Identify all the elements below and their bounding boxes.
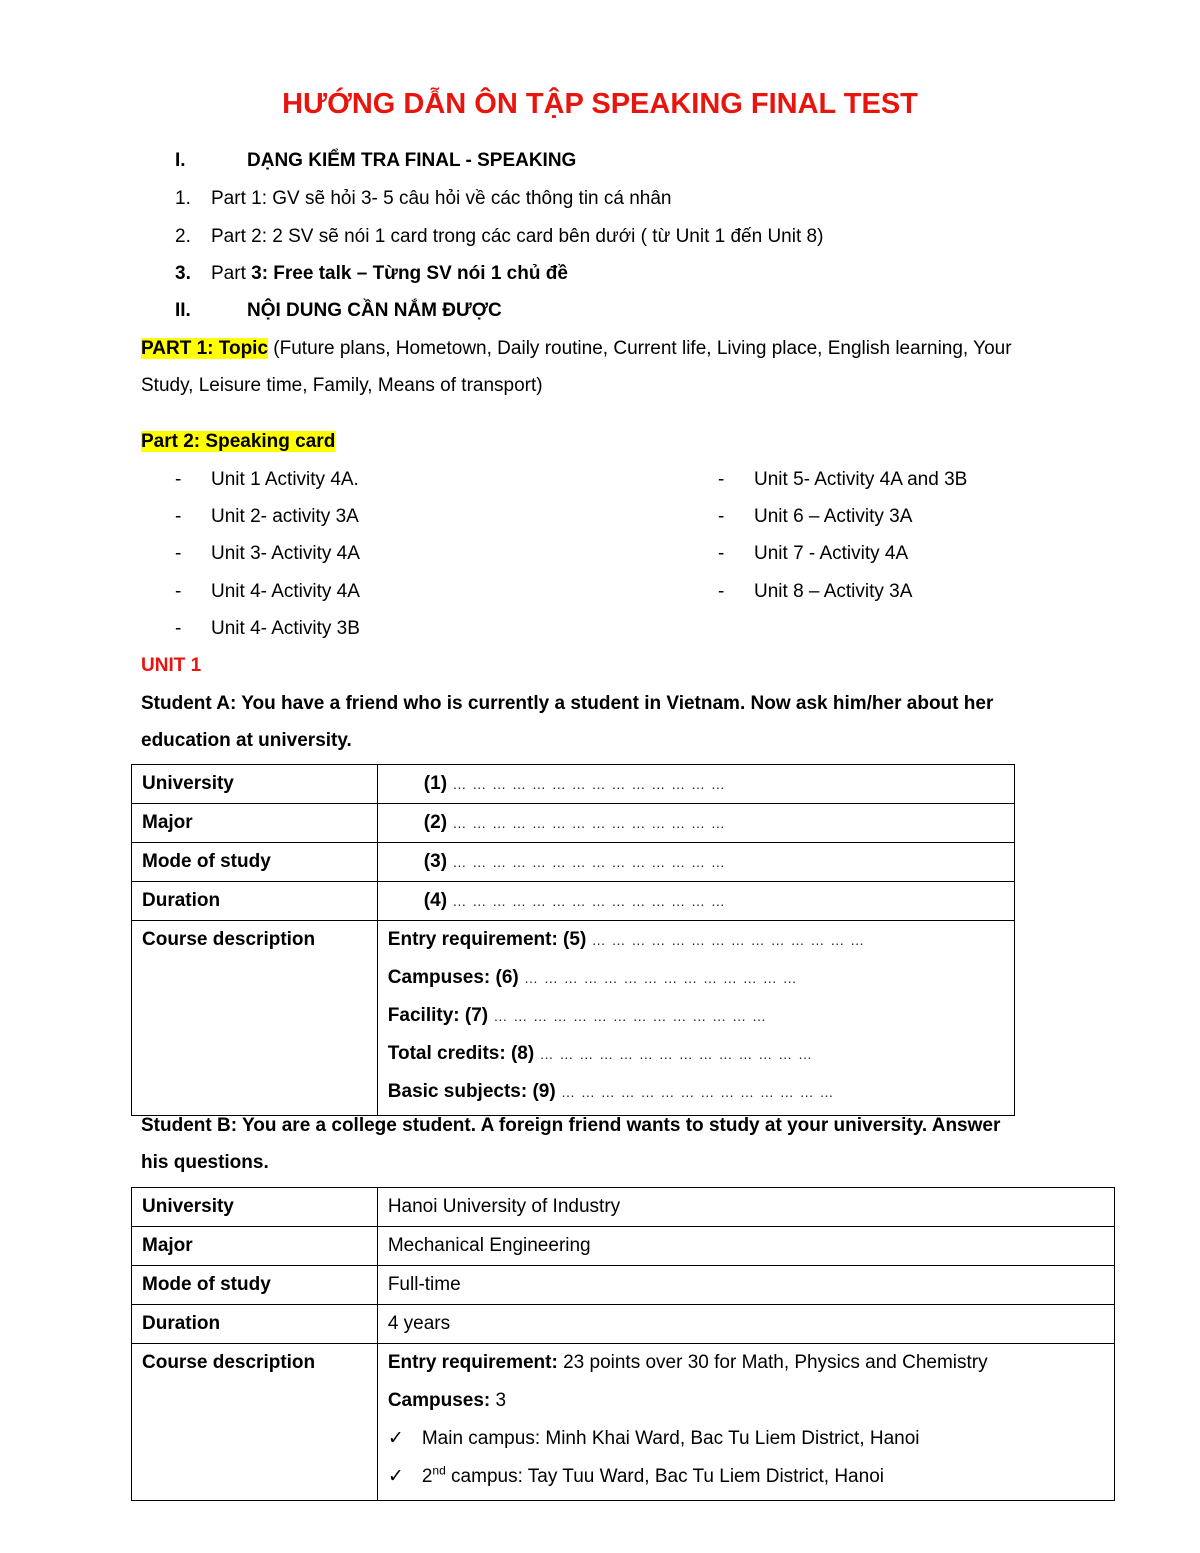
table-row (132, 843, 1015, 882)
row-label: University (132, 765, 378, 804)
student-b-table (131, 1187, 1115, 1501)
card-list-item: Unit 2- activity 3A (211, 506, 359, 527)
card-list-item: Unit 8 – Activity 3A (754, 581, 913, 602)
bullet: - (718, 506, 725, 527)
student-b-instruction-line-1: Student B: You are a college student. A foreign friend wants to study at your university. Answer (141, 1115, 1001, 1136)
card-list-item: Unit 4- Activity 4A (211, 581, 360, 602)
part-2-number: 2. (175, 226, 191, 247)
answer-blank: (4) … … … … … … … … … … … … … … (377, 882, 1014, 921)
part-3-number: 3. (175, 263, 191, 284)
document-title: HƯỚNG DẪN ÔN TẬP SPEAKING FINAL TEST (282, 88, 918, 120)
card-list-item: Unit 4- Activity 3B (211, 618, 360, 639)
part-3-text: Part 3: Free talk – Từng SV nói 1 chủ đề (211, 263, 568, 284)
row-label: Major (132, 804, 378, 843)
row-label: Course description (132, 921, 378, 1116)
table-row (132, 1344, 1115, 1501)
row-label: Duration (132, 882, 378, 921)
answer-blank: (1) … … … … … … … … … … … … … … (377, 765, 1014, 804)
part2-heading: Part 2: Speaking card (141, 431, 336, 452)
bullet: - (718, 581, 725, 602)
bullet: - (718, 469, 725, 490)
card-list-item: Unit 1 Activity 4A. (211, 469, 359, 490)
table-row (132, 1227, 1115, 1266)
part1-topic-line-1: PART 1: Topic (Future plans, Hometown, Daily routine, Current life, Living place, English learning, Your (141, 338, 1012, 359)
row-label: Course description (132, 1344, 378, 1501)
checkmark-icon: ✓ (387, 1428, 404, 1449)
student-a-table (131, 764, 1015, 1116)
part-1-text: Part 1: GV sẽ hỏi 3- 5 câu hỏi về các thông tin cá nhân (211, 188, 672, 209)
bullet: - (175, 506, 182, 527)
section-2-number: II. (175, 300, 191, 321)
row-label: Mode of study (132, 843, 378, 882)
student-b-instruction-line-2: his questions. (141, 1152, 269, 1173)
row-value: Mechanical Engineering (377, 1227, 1114, 1266)
bullet: - (175, 618, 182, 639)
row-value: 4 years (377, 1305, 1114, 1344)
section-2-heading: NỘI DUNG CẦN NẮM ĐƯỢC (247, 300, 502, 321)
unit-1-heading: UNIT 1 (141, 655, 202, 676)
table-row (132, 921, 1015, 1116)
bullet: - (175, 469, 182, 490)
section-1-heading: DẠNG KIỂM TRA FINAL - SPEAKING (247, 150, 577, 171)
student-a-instruction-line-1: Student A: You have a friend who is currently a student in Vietnam. Now ask him/her about her (141, 693, 994, 714)
part-1-number: 1. (175, 188, 191, 209)
table-row (132, 1188, 1115, 1227)
answer-blank: (2) … … … … … … … … … … … … … … (377, 804, 1014, 843)
table-row (132, 804, 1015, 843)
student-a-instruction-line-2: education at university. (141, 730, 352, 751)
card-list-item: Unit 3- Activity 4A (211, 543, 360, 564)
part-2-text: Part 2: 2 SV sẽ nói 1 card trong các card bên dưới ( từ Unit 1 đến Unit 8) (211, 226, 824, 247)
part1-topic-line-2: Study, Leisure time, Family, Means of transport) (141, 375, 543, 396)
table-row (132, 765, 1015, 804)
answer-blank: (3) … … … … … … … … … … … … … … (377, 843, 1014, 882)
row-value: Hanoi University of Industry (377, 1188, 1114, 1227)
row-label: Duration (132, 1305, 378, 1344)
table-row (132, 882, 1015, 921)
card-list-item: Unit 6 – Activity 3A (754, 506, 913, 527)
table-row (132, 1266, 1115, 1305)
bullet: - (175, 581, 182, 602)
course-description-blanks: Entry requirement: (5) … … … … … … … … … … … … … … Campuses: (6) … … … … … … … … … … … … … … Facility: (7) … … … … … … … … … … … … … … Total credits: (8) … … … … … … … … … … … … … … Basic subjects: (9) … … … … … … … … … … … … … … (377, 921, 1014, 1116)
table-row (132, 1305, 1115, 1344)
checkmark-icon: ✓ (387, 1466, 404, 1487)
row-value: Full-time (377, 1266, 1114, 1305)
row-label: University (132, 1188, 378, 1227)
section-1-number: I. (175, 150, 186, 171)
row-label: Major (132, 1227, 378, 1266)
course-description: Entry requirement: 23 points over 30 for Math, Physics and Chemistry Campuses: 3 ✓ Main campus: Minh Khai Ward, Bac Tu Liem District, Hanoi ✓ 2nd campus: Tay Tuu Ward, Bac Tu Liem District, Hanoi (377, 1344, 1114, 1501)
card-list-item: Unit 7 - Activity 4A (754, 543, 909, 564)
bullet: - (718, 543, 725, 564)
part1-topic-label: PART 1: Topic (141, 338, 269, 359)
row-label: Mode of study (132, 1266, 378, 1305)
bullet: - (175, 543, 182, 564)
card-list-item: Unit 5- Activity 4A and 3B (754, 469, 968, 490)
